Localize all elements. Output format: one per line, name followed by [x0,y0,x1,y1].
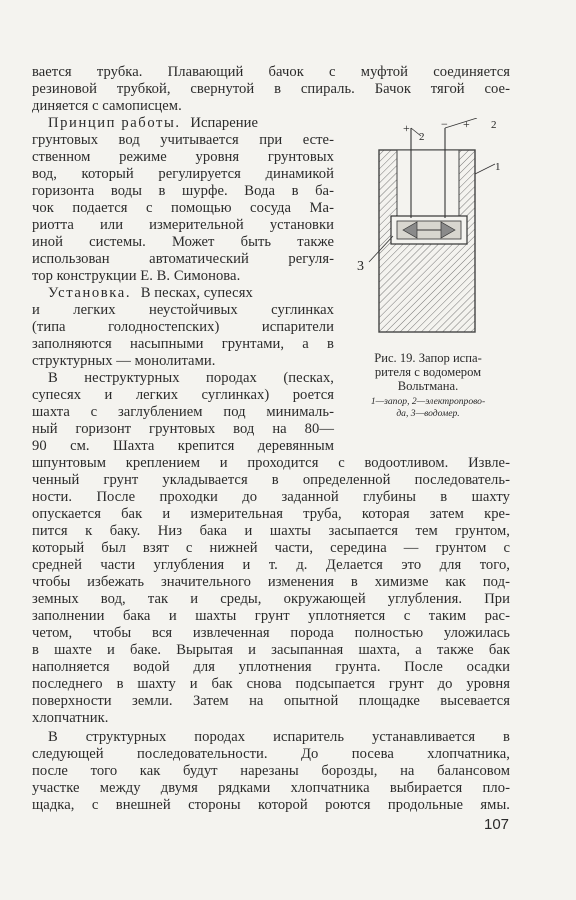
text-line: иной системы. Может быть также [32,234,334,250]
label-plus: + [463,118,470,131]
text-line: шахта с заглублением под минималь- [32,404,334,420]
label-2: 2 [491,119,497,131]
text-fragment: В песках, супесях [140,285,253,301]
text-line: щадка, с внешней стороны которой роются продольные ямы. [32,797,510,813]
figure-caption-line: Рис. 19. Запор испа- [374,351,482,365]
label-3: 3 [357,259,364,274]
text-line: чтобы избежать значительного изменения в химизме как под- [32,574,510,590]
text-line: заполняются насыпными грунтами, а в [32,336,334,352]
text-line: участке между двумя рядками хлопчатника выбирается пло- [32,780,510,796]
text-line: хлопчатник. [32,710,109,726]
text-line: В неструктурных породах (песках, [48,370,334,386]
principle-first-line [48,115,258,132]
text-line: резиновой трубкой, свернутой в спираль. Бачок тягой сое- [32,81,510,97]
text-line: и легких неустойчивых суглинках [32,302,334,318]
text-line: шпунтовым креплением и проходится с водоотливом. Извле- [32,455,510,471]
text-line: в шахте и баке. Вырытая и засыпанная шахта, а также бак [32,642,510,658]
text-line: грунтовых вод учитывается при есте- [32,132,334,148]
label-1: 1 [495,161,501,173]
text-line: опускается бак и измерительная труба, которая затем кре- [32,506,510,522]
text-line: ный горизонт грунтовых вод на 80— [32,421,334,437]
text-line: вод, который регулируется динамикой [32,166,334,182]
figure-legend-line: да, 3—водомер. [396,408,460,419]
text-line: диняется с самописцем. [32,98,182,114]
figure-caption-line: Вольтмана. [397,379,459,393]
principle-heading: Принцип работы. [48,115,181,131]
page-number: 107 [484,816,510,833]
text-line: четом, чтобы вся извлеченная порода полностью уложилась [32,625,510,641]
label-plus: + [403,121,410,135]
text-line: наполняется водой для уплотнения грунта. После осадки [32,659,510,675]
figure-caption-line: рителя с водомером [374,365,482,379]
text-line: супесях и легких суглинках) роется [32,387,334,403]
text-line: заполнении бака и шахты грунт уплотняется с таким рас- [32,608,510,624]
text-line: горизонта воды в шурфе. Вода в ба- [32,183,334,199]
text-line: чок подается с помощью сосуда Ма- [32,200,334,216]
text-line: поверхности земли. Затем на опытной площадке высевается [32,693,510,709]
text-line: риотта или измерительной установки [32,217,334,233]
text-line: который был взят с нижней части, середина — грунтом с [32,540,510,556]
text-line: следующей последовательности. До посева хлопчатника, [32,746,510,762]
text-line: после того как будут нарезаны борозды, на балансовом [32,763,510,779]
text-line: структурных — монолитами. [32,353,216,369]
installation-heading: Установка. [48,285,132,301]
text-line: ченный грунт укладывается в определенной последователь- [32,472,510,488]
text-line: пится к баку. Низ бака и шахты засыпается тем грунтом, [32,523,510,539]
text-line: последнего в шахту и бак снова подсыпается грунт до уровня [32,676,510,692]
installation-first-line [48,285,253,302]
text-line: В структурных породах испаритель устанавливается в [48,729,510,745]
text-line: земных вод, так и среды, окружающей углубления. При [32,591,510,607]
text-line: ственном режиме уровня грунтовых [32,149,334,165]
text-fragment: Испарение [190,115,259,131]
evaporator-lock-figure [345,118,505,346]
text-line: вается трубка. Плавающий бачок с муфтой соединяется [32,64,510,80]
text-line: ности. После проходки до заданной глубины в шахту [32,489,510,505]
figure-legend-line: 1—запор, 2—электропрово- [370,396,486,407]
text-line: (типа голодностепских) испарители [32,319,334,335]
text-line: средней части углубления и т. д. Делается это для того, [32,557,510,573]
text-line: тор конструкции Е. В. Симонова. [32,268,241,284]
label-minus: − [441,118,448,131]
label-2: 2 [419,131,425,143]
text-line: 90 см. Шахта крепится деревянным [32,438,334,454]
text-line: использован автоматический регуля- [32,251,334,267]
evaporator-lock-drawing [345,118,505,346]
